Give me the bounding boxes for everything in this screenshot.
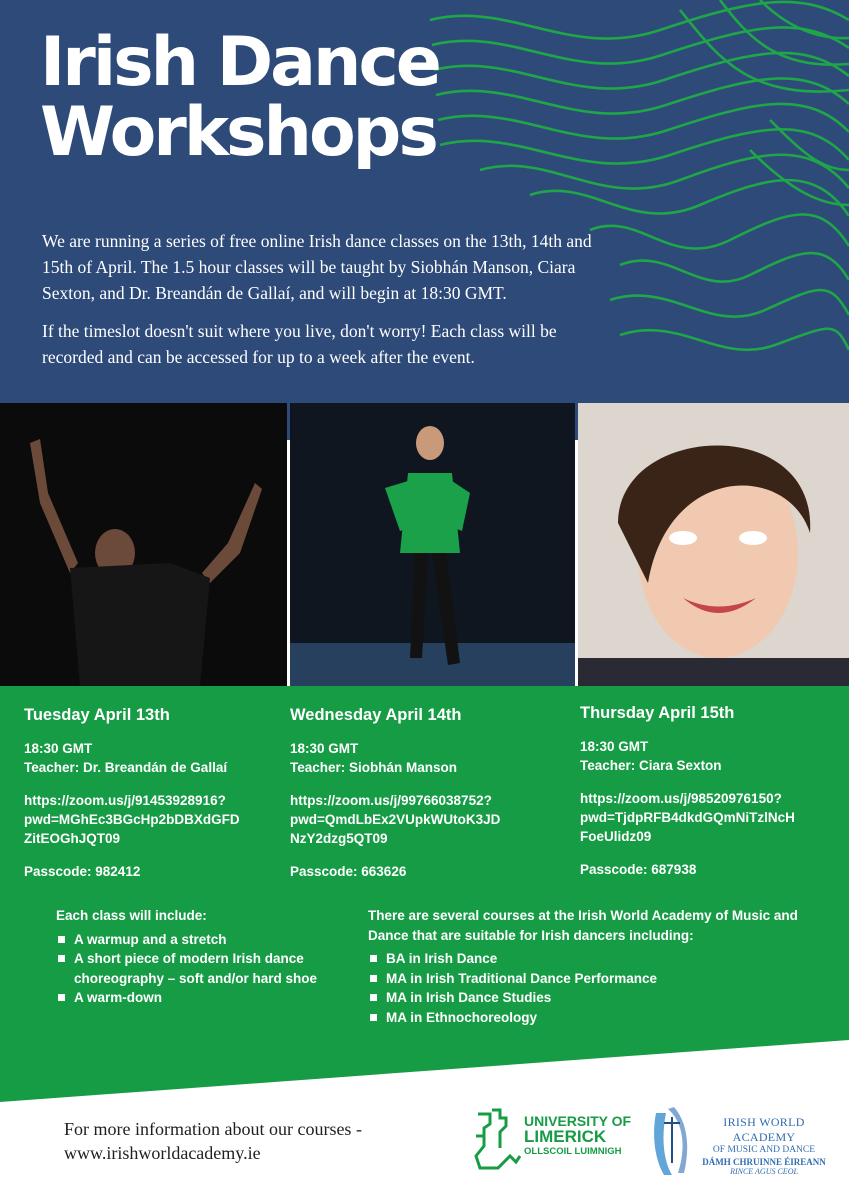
class-time: 18:30 GMT bbox=[24, 741, 93, 756]
class-teacher: Teacher: Siobhán Manson bbox=[290, 760, 458, 775]
class-passcode: Passcode: 687938 bbox=[580, 862, 697, 877]
zoom-link[interactable] bbox=[580, 789, 830, 846]
photo-breandan-de-gallai bbox=[0, 403, 287, 686]
ul-line-1: UNIVERSITY OF bbox=[524, 1113, 632, 1129]
title-line-1: Irish Dance bbox=[40, 23, 439, 102]
zoom-link[interactable] bbox=[290, 791, 550, 848]
list-item: MA in Irish Traditional Dance Performance bbox=[368, 969, 808, 989]
website-link[interactable]: www.irishworldacademy.ie bbox=[64, 1143, 261, 1163]
class-thursday bbox=[580, 704, 830, 879]
class-time: 18:30 GMT bbox=[290, 741, 359, 756]
photo-ciara-sexton bbox=[578, 403, 849, 686]
more-info bbox=[64, 1117, 362, 1165]
class-day: Wednesday April 14th bbox=[290, 706, 462, 724]
intro-paragraph-2: If the timeslot doesn't suit where you live, don't worry! Each class will be recorded and can be accessed for up to a week after the event. bbox=[42, 321, 557, 367]
zoom-link-line: https://zoom.us/j/98520976150? bbox=[580, 791, 782, 806]
list-item: MA in Ethnochoreology bbox=[368, 1008, 808, 1028]
irish-world-academy-wordmark bbox=[694, 1115, 834, 1176]
class-wednesday bbox=[290, 706, 550, 881]
class-teacher: Teacher: Dr. Breandán de Gallaí bbox=[24, 760, 228, 775]
title-line-2: Workshops bbox=[40, 93, 436, 172]
ul-line-3: OLLSCOIL LUIMNIGH bbox=[524, 1146, 622, 1157]
iwa-line-3: DÁMH CHRUINNE ÉIREANN bbox=[702, 1157, 826, 1167]
includes-heading: Each class will include: bbox=[56, 908, 207, 923]
includes-list bbox=[56, 930, 346, 1008]
zoom-link[interactable] bbox=[24, 791, 274, 848]
zoom-link-line: FoeUlidz09 bbox=[580, 829, 652, 844]
class-passcode: Passcode: 982412 bbox=[24, 864, 141, 879]
class-time: 18:30 GMT bbox=[580, 739, 649, 754]
list-item: A short piece of modern Irish dance choreography – soft and/or hard shoe bbox=[56, 949, 346, 988]
page-title bbox=[40, 23, 439, 172]
class-teacher: Teacher: Ciara Sexton bbox=[580, 758, 722, 773]
iwa-line-4: RINCE AGUS CEOL bbox=[730, 1167, 798, 1176]
zoom-link-line: pwd=TjdpRFB4dkdGQmNiTzlNcH bbox=[580, 810, 795, 825]
ul-line-2: LIMERICK bbox=[524, 1127, 607, 1146]
iwa-line-1: IRISH WORLD ACADEMY bbox=[723, 1115, 805, 1144]
zoom-link-line: pwd=QmdLbEx2VUpkWUtoK3JD bbox=[290, 812, 501, 827]
zoom-link-line: https://zoom.us/j/99766038752? bbox=[290, 793, 492, 808]
courses-list bbox=[368, 949, 808, 1027]
zoom-link-line: ZitEOGhJQT09 bbox=[24, 831, 121, 846]
photo-siobhan-manson bbox=[290, 403, 575, 686]
list-item: A warm-down bbox=[56, 988, 346, 1008]
list-item: BA in Irish Dance bbox=[368, 949, 808, 969]
irish-world-academy-logo bbox=[650, 1103, 690, 1179]
class-day: Tuesday April 13th bbox=[24, 706, 170, 724]
class-day: Thursday April 15th bbox=[580, 704, 735, 722]
university-of-limerick-wordmark bbox=[524, 1114, 631, 1159]
zoom-link-line: pwd=MGhEc3BGcHp2bDBXdGFD bbox=[24, 812, 240, 827]
courses-block bbox=[368, 906, 808, 1027]
class-passcode: Passcode: 663626 bbox=[290, 864, 407, 879]
zoom-link-line: NzY2dzg5QT09 bbox=[290, 831, 388, 846]
list-item: A warmup and a stretch bbox=[56, 930, 346, 950]
more-info-label: For more information about our courses - bbox=[64, 1119, 362, 1139]
zoom-link-line: https://zoom.us/j/91453928916? bbox=[24, 793, 226, 808]
intro-paragraph-1: We are running a series of free online Irish dance classes on the 13th, 14th and 15th of April. The 1.5 hour classes will be taught by Siobhán Manson, Ciara Sexton, and Dr. Breandán de Gallaí, and will begin at 18:30 GMT. bbox=[42, 231, 592, 303]
iwa-line-2: OF MUSIC AND DANCE bbox=[712, 1145, 816, 1155]
includes-block bbox=[56, 906, 346, 1008]
list-item: MA in Irish Dance Studies bbox=[368, 988, 808, 1008]
courses-heading: There are several courses at the Irish World Academy of Music and Dance that are suitable for Irish dancers including: bbox=[368, 908, 798, 943]
class-tuesday bbox=[24, 706, 274, 881]
